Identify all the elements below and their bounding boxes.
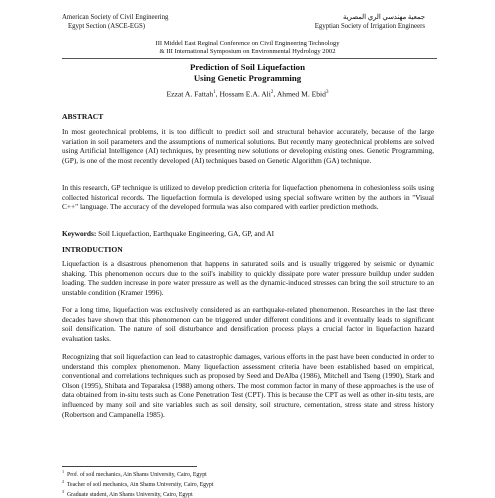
header-right-line1: جمعية مهندسي الري المصرية [342, 14, 425, 21]
author-3: Ahmed M. Ebid [276, 89, 326, 99]
keywords [62, 229, 434, 239]
footnote-mark: 3 [62, 488, 65, 494]
abstract-paragraph-2: In this research, GP technique is utilized to develop prediction criteria for liquefaction phenomena in cohesionless soils using collected historical records. The liquefaction formula is developed using special software written by the authors in "Visual C++" language. The accuracy of the developed formula was also compared with earlier prediction methods. [62, 183, 434, 212]
author-separator: , [273, 89, 277, 99]
footnote-item [62, 489, 362, 498]
introduction-paragraph-2: For a long time, liquefaction was exclusively considered as an earthquake-related phenomenon. Researches in the last three decades have shown that this phenomenon can be triggered under different conditions and it eventually leads to significant soil densification. The nature of soil disturbance and densification process plays a crucial factor in liquefaction hazard evaluation tasks. [62, 305, 434, 343]
author-list [0, 88, 495, 99]
footnote-mark: 1 [62, 469, 65, 474]
header-left [62, 14, 168, 31]
author-1-mark: 1 [213, 90, 216, 95]
introduction-paragraph-1: Liquefaction is a disastrous phenomenon that happens in saturated soils and is usually triggered by seismic or dynamic shaking. This phenomenon occurs due to the soil's inability to quickly dissipate pore water pressure buildup under sudden loading. The sudden increase in pore water pressure as well as the dynamic-induced stresses can bring the soil structure to an unstable condition (Kramer 1996). [62, 259, 434, 297]
footnote-text: Graduate student, Ain Shams University, Cairo, Egypt [67, 491, 193, 498]
keywords-label: Keywords: [62, 229, 97, 238]
footnote-item [62, 479, 362, 489]
footnote-text: Prof. of soil mechanics, Ain Shams University, Cairo, Egypt [67, 471, 207, 478]
title-line2: Using Genetic Programming [193, 73, 302, 83]
header-left-line2: Egypt Section (ASCE-EGS) [68, 22, 146, 30]
footnotes [62, 469, 362, 498]
abstract-heading: ABSTRACT [62, 112, 104, 121]
abstract-paragraph-1: In most geotechnical problems, it is too difficult to predict soil and structural behavior accurately, because of the large variation in soil parameters and the assumptions of numerical solutions. But recently many geotechnical problems are solved using Artificial Intelligence (AI) techniques, by presenting new solutions or developing existing ones. Genetic Programming, (GP), is one of the most recently developed (AI) techniques based on Genetic Algorithm (GA) technique. [62, 127, 434, 165]
footnote-text: Teacher of soil mechanics, Ain Shams University, Cairo, Egypt [66, 481, 214, 488]
paper-title [0, 62, 495, 84]
header-divider [62, 58, 437, 59]
conference-line1: III Middel East Reginal Conference on Civil Engineering Technology [155, 40, 340, 47]
footnote-divider [62, 466, 197, 467]
keywords-text: Soil Liquefaction, Earthquake Engineering, GA, GP, and AI [98, 229, 275, 238]
conference-line2: & III International Symposium on Environmental Hydrology 2002 [159, 48, 336, 56]
introduction-heading: INTRODUCTION [62, 245, 123, 254]
introduction-paragraph-3: Recognizing that soil liquefaction can lead to catastrophic damages, various efforts in the past have been conducted in order to understand this complex phenomenon. Many liquefaction assessment criteria have been established based on empirical, conventional and correlations techniques such as proposed by Seed and DeAlba (1986), Mitchell and Tseng (1990), Stark and Olson (1995), Shibata and Teparaksa (1988) among others. The most common factor in many of these approaches is the use of data obtained from in-situ tests such as Cone Penetration Test (CPT). This is because the CPT as well as other in-situ tests, are influenced by many soil and site variables such as soil density, soil structure, cementation, stress state and stress history (Robertson and Campanella 1985). [62, 352, 434, 419]
header-left-line1: American Society of Civil Engineering [62, 14, 169, 21]
conference-info [0, 40, 495, 56]
header-right-line2: Egyptian Society of Irrigation Engineers [314, 22, 425, 30]
author-2: Hossam E.A. Ali [219, 89, 271, 99]
author-2-mark: 2 [270, 90, 274, 95]
header-right [315, 14, 425, 31]
title-line1: Prediction of Soil Liquefaction [190, 62, 305, 72]
footnote-item [62, 469, 362, 479]
footnote-mark: 2 [62, 478, 65, 484]
author-separator: , [215, 89, 220, 99]
author-1: Ezzat A. Fattah [166, 89, 214, 99]
author-3-mark: 3 [325, 90, 329, 95]
